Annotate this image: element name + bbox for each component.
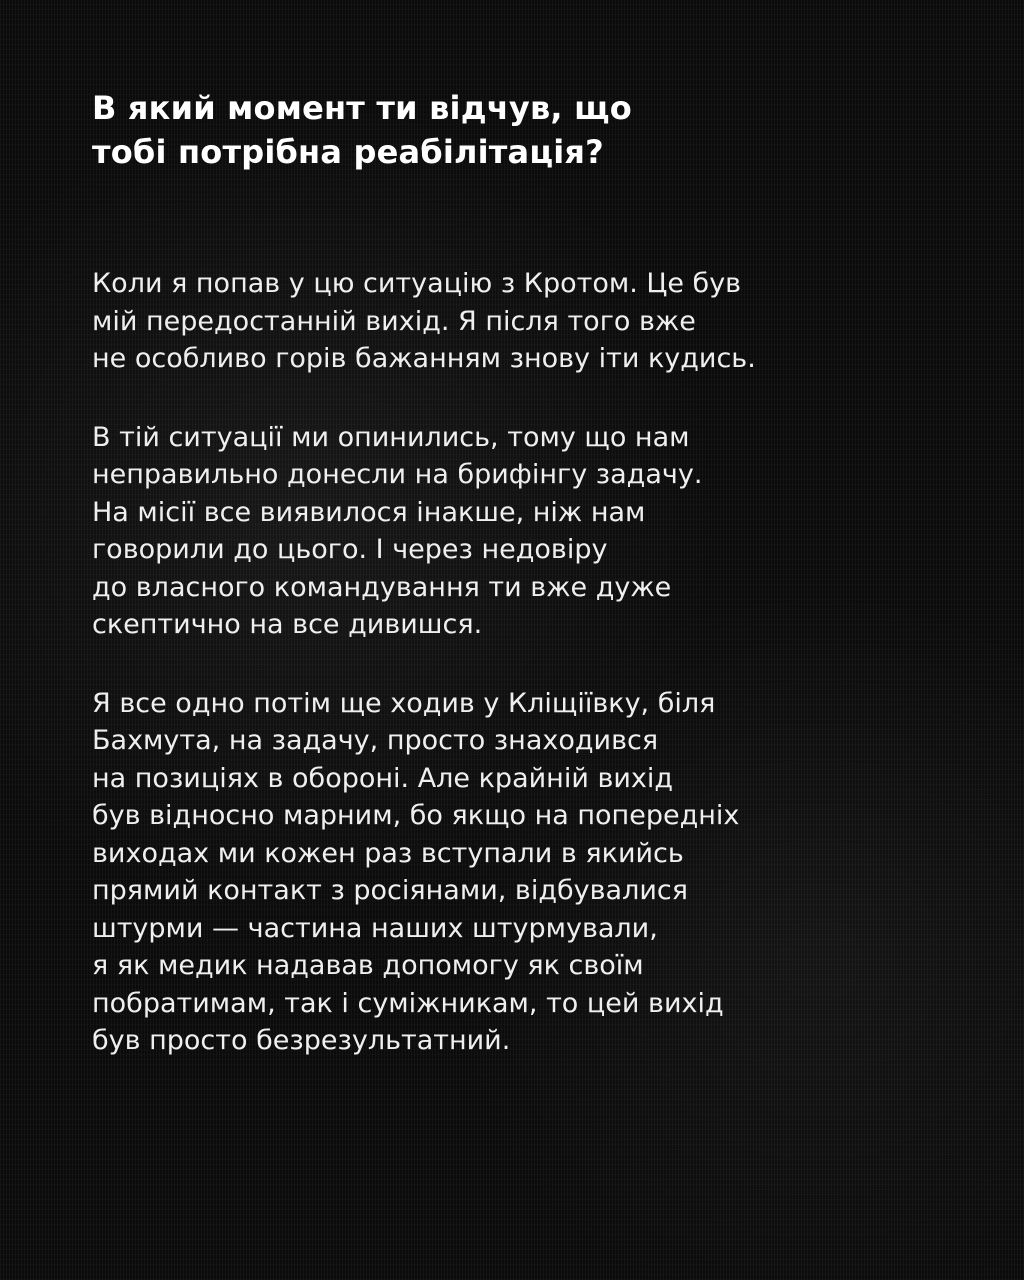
text-line: На місії все виявилося інакше, ніж нам: [92, 496, 646, 528]
text-line: В тій ситуації ми опинились, тому що нам: [92, 421, 690, 453]
text-line: мій передостанній вихід. Я після того вже: [92, 305, 696, 337]
text-line: неправильно донесли на брифінгу задачу.: [92, 459, 703, 490]
text-line: штурми — частина наших штурмували,: [92, 912, 658, 944]
text-line: говорили до цього. І через недовіру: [92, 534, 608, 565]
question-title: [92, 86, 972, 174]
text-line: скептично на все дивишся.: [92, 609, 483, 640]
text-line: на позиціях в обороні. Але крайній вихід: [92, 762, 674, 794]
answer-paragraph-2: [92, 419, 972, 644]
answer-paragraph-1: [92, 265, 972, 378]
answer-paragraph-3: [92, 685, 972, 1060]
answer-body: [92, 265, 972, 1060]
text-line: побратимам, так і суміжникам, то цей вихід: [92, 987, 724, 1019]
text-line: Коли я попав у цю ситуацію з Кротом. Це був: [92, 268, 742, 299]
text-line: прямий контакт з росіянами, відбувалися: [92, 875, 688, 906]
text-line: я як медик надавав допомогу як своїм: [92, 950, 644, 981]
question-title-line: тобі потрібна реабілітація?: [92, 133, 604, 171]
question-title-line: В який момент ти відчув, що: [92, 89, 632, 127]
text-line: не особливо горів бажанням знову іти кудись.: [92, 343, 756, 374]
text-line: виходах ми кожен раз вступали в якийсь: [92, 837, 684, 869]
text-line: Я все одно потім ще ходив у Кліщіївку, біля: [92, 687, 716, 719]
text-line: був відносно марним, бо якщо на попередніх: [92, 800, 740, 831]
article-content: [92, 86, 972, 1101]
text-line: Бахмута, на задачу, просто знаходився: [92, 725, 659, 756]
text-line: до власного командування ти вже дуже: [92, 571, 672, 603]
text-line: був просто безрезультатний.: [92, 1025, 511, 1056]
